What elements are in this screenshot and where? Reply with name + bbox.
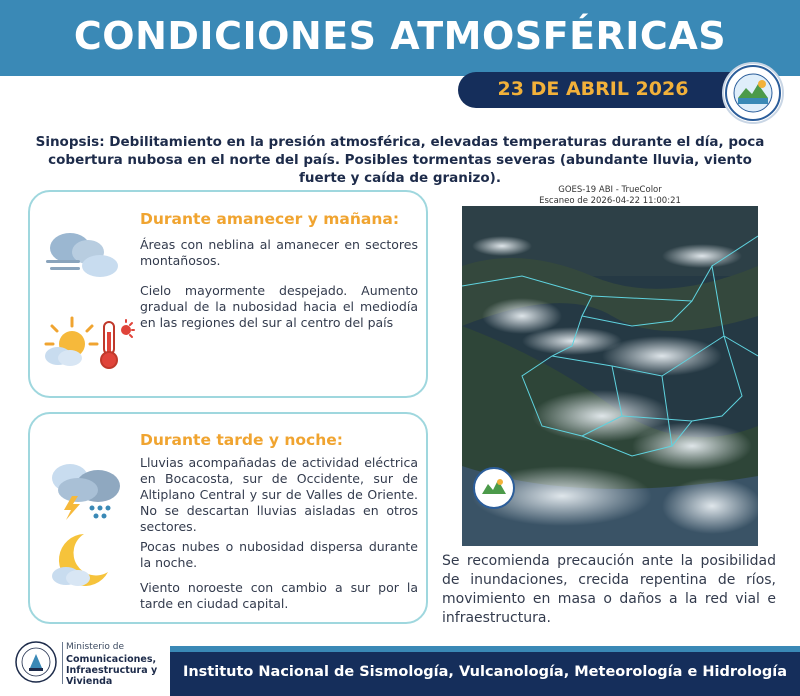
ministry-name: Comunicaciones, Infraestructura y Vivienda bbox=[66, 654, 158, 687]
morning-paragraph: Cielo mayormente despejado. Aumento gradual de la nubosidad hacia el mediodía en las regiones del sur al centro del país bbox=[140, 283, 418, 330]
satellite-caption-scan: Escaneo de 2026-04-22 11:00:21 bbox=[539, 196, 681, 206]
ministry-seal-icon bbox=[14, 640, 58, 684]
sun-cloud-icon bbox=[40, 314, 100, 372]
morning-heading: Durante amanecer y mañana: bbox=[140, 210, 400, 228]
evening-paragraph: Pocas nubes o nubosidad dispersa durante la noche. bbox=[140, 539, 418, 570]
moon-cloud-icon bbox=[44, 528, 114, 592]
morning-paragraph: Áreas con neblina al amanecer en sectores montañosos. bbox=[140, 237, 418, 268]
ministry-prefix: Ministerio de bbox=[66, 642, 125, 652]
evening-paragraph: Viento noroeste con cambio a sur por la tarde en ciudad capital. bbox=[140, 580, 418, 611]
evening-heading: Durante tarde y noche: bbox=[140, 431, 343, 449]
thermometer-hot-icon bbox=[98, 318, 136, 372]
storm-cloud-icon bbox=[38, 456, 130, 522]
satellite-caption-title: GOES-19 ABI - TrueColor bbox=[558, 185, 662, 195]
evening-paragraph: Lluvias acompañadas de actividad eléctrica en Bocacosta, sur de Occidente, sur de Altiplano Central y sur de Valles de Oriente. No se descartan lluvias aisladas en otros sectores. bbox=[140, 455, 418, 534]
satellite-caption bbox=[462, 185, 758, 207]
date-label: 23 DE ABRIL 2026 bbox=[497, 78, 689, 100]
insivumeh-logo bbox=[722, 62, 784, 124]
ministry-divider bbox=[62, 642, 63, 684]
fog-cloud-icon bbox=[40, 226, 124, 284]
institute-name: Instituto Nacional de Sismología, Vulcanología, Meteorología e Hidrología bbox=[182, 664, 788, 680]
page-title: CONDICIONES ATMOSFÉRICAS bbox=[73, 14, 727, 58]
synopsis-text: Sinopsis: Debilitamiento en la presión atmosférica, elevadas temperaturas durante el día, poca cobertura nubosa en el norte del país. Posibles tormentas severas (abundante lluvia, viento fuerte y caída de granizo). bbox=[35, 134, 765, 186]
recommendation-text: Se recomienda precaución ante la posibilidad de inundaciones, crecida repentina de ríos, movimiento en masa o daños a la red vial e infraestructura. bbox=[442, 553, 776, 626]
satellite-image bbox=[462, 206, 758, 546]
